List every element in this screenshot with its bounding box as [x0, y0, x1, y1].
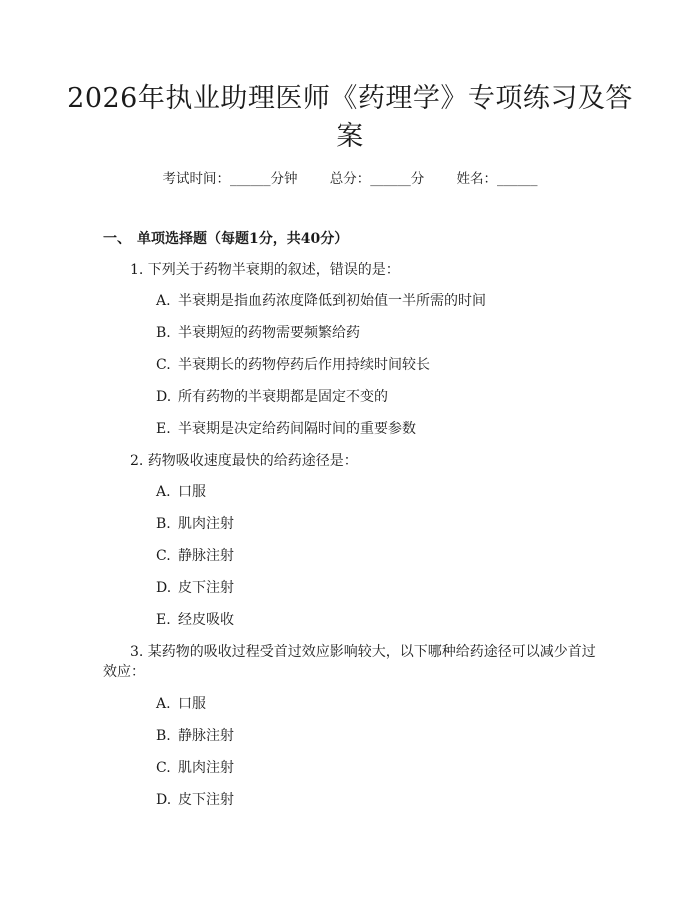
question-1-text: 1. 下列关于药物半衰期的叙述，错误的是：: [130, 262, 400, 278]
total-score-field: 总分：______分: [329, 171, 425, 187]
question-1-option-d: [156, 387, 388, 407]
document-title: 2026年执业助理医师《药理学》专项练习及答案: [67, 83, 633, 152]
option-letter: D.: [156, 389, 172, 405]
option-letter: B.: [156, 325, 171, 341]
option-letter: E.: [156, 612, 171, 628]
option-letter: B.: [156, 516, 171, 532]
exam-time-field: 考试时间：______分钟: [162, 171, 298, 187]
option-letter: C.: [156, 548, 171, 564]
option-text: 经皮吸收: [178, 612, 234, 628]
option-text: 半衰期是指血药浓度降低到初始值一半所需的时间: [178, 293, 486, 309]
option-text: 肌肉注射: [178, 516, 234, 532]
option-text: 肌肉注射: [178, 760, 234, 776]
question-3-option-c: [156, 758, 234, 778]
question-2-option-b: [156, 514, 234, 534]
option-letter: A.: [156, 696, 171, 712]
question-2-option-e: [156, 610, 234, 630]
option-text: 静脉注射: [178, 548, 234, 564]
option-text: 半衰期短的药物需要频繁给药: [178, 325, 360, 341]
question-2-text: 2. 药物吸收速度最快的给药途径是：: [130, 453, 358, 469]
question-3-option-a: [156, 694, 206, 714]
question-3-option-b: [156, 726, 234, 746]
question-1-option-a: [156, 291, 486, 311]
question-1-option-b: [156, 323, 360, 343]
question-3-option-d: [156, 790, 234, 810]
question-2-option-a: [156, 482, 206, 502]
section-heading: [103, 229, 348, 249]
option-letter: A.: [156, 293, 171, 309]
option-letter: B.: [156, 728, 171, 744]
option-text: 皮下注射: [178, 792, 234, 808]
option-letter: E.: [156, 421, 171, 437]
question-3-text: 3. 某药物的吸收过程受首过效应影响较大，以下哪种给药途径可以减少首过效应：: [103, 644, 596, 680]
option-letter: D.: [156, 792, 172, 808]
option-text: 口服: [178, 484, 206, 500]
section-title: 单项选择题（每题1分，共40分）: [137, 231, 349, 247]
question-2-option-c: [156, 546, 234, 566]
option-text: 所有药物的半衰期都是固定不变的: [178, 389, 388, 405]
question-1-option-c: [156, 355, 430, 375]
option-text: 口服: [178, 696, 206, 712]
option-letter: A.: [156, 484, 171, 500]
option-letter: C.: [156, 357, 171, 373]
exam-info-line: [0, 170, 700, 188]
name-field: 姓名：______: [456, 171, 538, 187]
option-text: 皮下注射: [178, 580, 234, 596]
option-text: 半衰期是决定给药间隔时间的重要参数: [178, 421, 416, 437]
option-text: 静脉注射: [178, 728, 234, 744]
option-letter: C.: [156, 760, 171, 776]
option-text: 半衰期长的药物停药后作用持续时间较长: [178, 357, 430, 373]
option-letter: D.: [156, 580, 172, 596]
question-2-option-d: [156, 578, 234, 598]
question-1-option-e: [156, 419, 416, 439]
section-number: 一、: [103, 231, 131, 247]
